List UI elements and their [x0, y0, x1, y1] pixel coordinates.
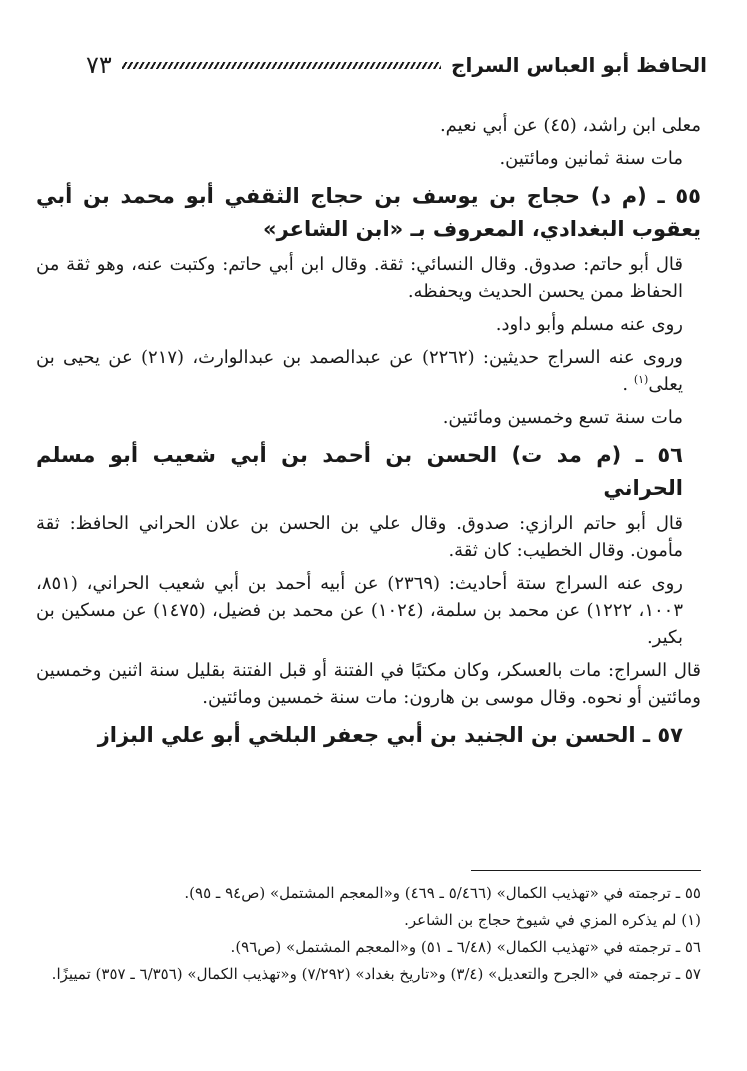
- paragraph: مات سنة ثمانين ومائتين.: [499, 148, 683, 169]
- paragraph: قال أبو حاتم: صدوق. وقال النسائي: ثقة. وقال ابن أبي حاتم: وكتبت عنه، وهو ثقة من الحفاظ ممن يحسن الحديث ويحفظه.: [36, 254, 683, 303]
- entry-heading-56: ٥٦ ـ (م مد ت) الحسن بن أحمد بن أبي شعيب أبو مسلم الحراني: [36, 443, 683, 500]
- footnote-56: ٥٦ ـ ترجمته في «تهذيب الكمال» (٦/٤٨ ـ ٥١) و«المعجم المشتمل» (ص٩٦).: [230, 938, 701, 956]
- header-ornament: [122, 62, 441, 69]
- entry-heading-55: ٥٥ ـ (م د) حجاج بن يوسف بن حجاج الثقفي أبو محمد بن أبي يعقوب البغدادي، المعروف بـ «ابن الشاعر»: [36, 184, 701, 241]
- page-header: [86, 48, 707, 82]
- paragraph: قال أبو حاتم الرازي: صدوق. وقال علي بن الحسن بن علان الحراني الحافظ: ثقة مأمون. وقال الخطيب: كان ثقة.: [36, 513, 683, 562]
- running-title: الحافظ أبو العباس السراج: [451, 53, 707, 77]
- footnote-57: ٥٧ ـ ترجمته في «الجرح والتعديل» (٣/٤) و«تاريخ بغداد» (٧/٢٩٢) و«تهذيب الكمال» (٦/٣٥٦ ـ ٣٥٧) تمييزًا.: [51, 965, 701, 983]
- main-text: [36, 112, 701, 758]
- paragraph: مات سنة تسع وخمسين ومائتين.: [442, 407, 683, 429]
- page-number: ٧٣: [86, 51, 112, 79]
- paragraph-text: وروى عنه السراج حديثين: (٢٢٦٢) عن عبدالصمد بن عبدالوارث، (٢١٧) عن يحيى بن يعلى: [36, 347, 683, 396]
- footnote-55: ٥٥ ـ ترجمته في «تهذيب الكمال» (٥/٤٦٦ ـ ٤٦٩) و«المعجم المشتمل» (ص٩٤ ـ ٩٥).: [184, 884, 701, 902]
- entry-heading-57: ٥٧ ـ الحسن بن الجنيد بن أبي جعفر البلخي أبو علي البزاز: [97, 723, 683, 748]
- paragraph: معلى ابن راشد، (٤٥) عن أبي نعيم.: [439, 115, 701, 136]
- footnote-1: (١) لم يذكره المزي في شيوخ حجاج بن الشاعر.: [404, 911, 701, 929]
- footnote-separator: [471, 870, 701, 871]
- paragraph: [36, 344, 701, 398]
- paragraph-end: .: [622, 374, 634, 396]
- footnote-marker: (١): [633, 373, 649, 387]
- footnotes: [40, 870, 701, 989]
- paragraph: قال السراج: مات بالعسكر، وكان مكتبًا في الفتنة أو قبل الفتنة بقليل سنة اثنين وخمسين ومائتين أو نحوه. وقال موسى بن هارون: مات سنة خمسين ومائتين.: [36, 660, 701, 709]
- paragraph: روى عنه السراج ستة أحاديث: (٢٣٦٩) عن أبيه أحمد بن أبي شعيب الحراني، (٨٥١، ١٠٠٣، ١٢٢٢) عن محمد بن سلمة، (١٠٢٤) عن محمد بن فضيل، (١٤٧٥) عن مسكين بن بكير.: [36, 573, 684, 649]
- paragraph: روى عنه مسلم وأبو داود.: [495, 314, 683, 336]
- footnote-rule-wrap: [40, 870, 701, 881]
